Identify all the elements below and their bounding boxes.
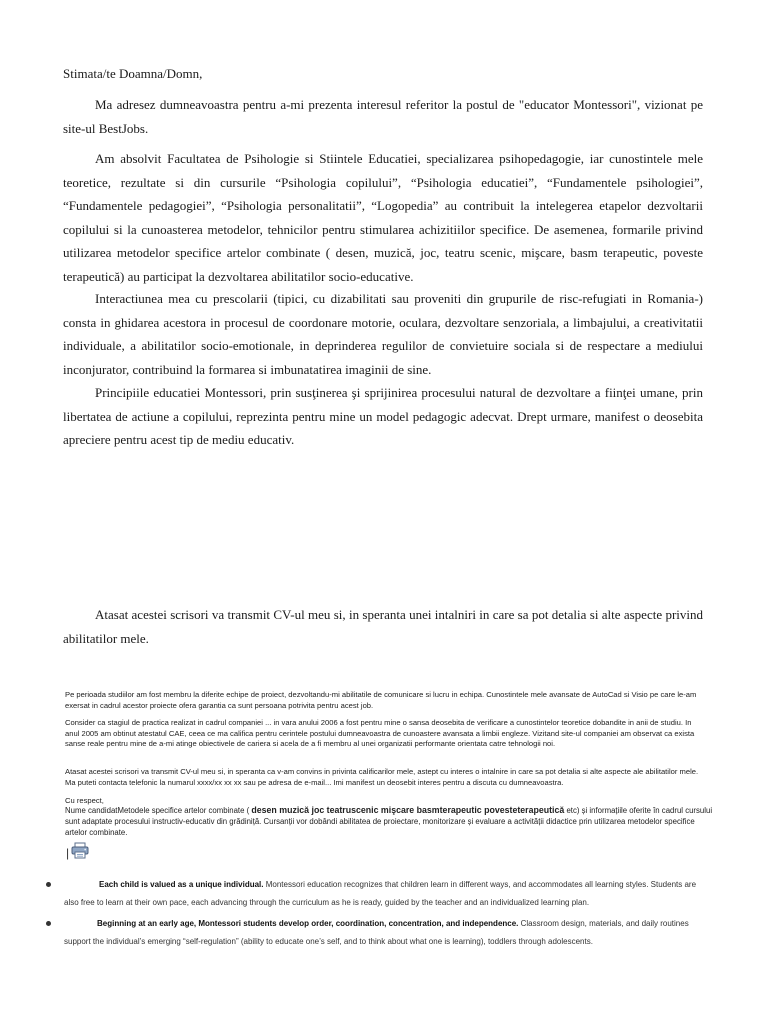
arts-methods-list: desen muzică joc teatruscenic mişcare basmterapeutic povesteterapeutică bbox=[251, 805, 565, 815]
bullet-icon bbox=[46, 921, 51, 926]
principle-text: Classroom design, materials, and daily routines support the individual’s emerging “self-regulation” (ability to educate one’s self, and to think about what one is learning), toddlers through adolescents. bbox=[64, 919, 689, 946]
course-text-intro: Metodele specifice artelor combinate ( bbox=[117, 806, 252, 815]
principle-heading: Each child is valued as a unique individual. bbox=[99, 880, 264, 889]
principle-heading: Beginning at an early age, Montessori students develop order, coordination, concentration, and independence. bbox=[97, 919, 519, 928]
paragraph-text: Principiile educatiei Montessori, prin susţinerea şi sprijinirea procesului natural de dezvoltare a fiinţei umane, prin libertatea de actiune a copilului, reprezinta pentru mine un model pedagogic adecvat. Drept urmare, manifest o deosebita apreciere pentru acest tip de mediu educativ. bbox=[63, 385, 703, 448]
print-link[interactable] bbox=[66, 844, 89, 862]
list-item bbox=[40, 915, 704, 951]
paragraph-text: Ma adresez dumneavoastra pentru a-mi prezenta interesul referitor la postul de "educator Montessori", vizionat pe site-ul BestJobs. bbox=[63, 97, 703, 136]
paragraph-text: Interactiunea mea cu prescolarii (tipici, cu dizabilitati sau proveniti din grupurile de risc-refugiati in Romania-) consta in ghidarea acestora in procesul de coordonare motorie, oculara, dezvoltare senzoriala, a limbajului, a creativitatii individuale, a abilitatilor socio-emotionale, in deprinderea regulilor de convietuire sociala si de respectare a mediului inconjurator, contribuind la formarea si imbunatatirea imaginii de sine. bbox=[63, 291, 703, 377]
bullet-icon bbox=[46, 882, 51, 887]
letter-paragraph-experience bbox=[63, 287, 703, 381]
sample-paragraph-attachment: Atasat acestei scrisori va transmit CV-ul meu si, in speranta ca v-am convins in privinta calificarilor mele, astept cu interes o intalnire in care sa pot detalia si alte aspecte ale abilitatilor mele. Ma puteti contacta telefonic la numarul xxxx/xx xx xx sau pe adresa de e-mail... Imi manifest un deosebit interes pentru a discuta cu dumneavoastra. bbox=[65, 767, 699, 787]
principle-text: Montessori education recognizes that children learn in different ways, and accommodates all learning styles. Students are also free to learn at their own pace, each advancing through the curriculum as he is ready, guided by the teacher and an individualized learning plan. bbox=[64, 880, 697, 907]
sample-paragraph-projects: Pe perioada studiilor am fost membru la diferite echipe de proiect, dezvoltandu-mi abilitatile de comunicare si lucru in echipa. Cunostintele mele avansate de AutoCad si Visio pe care le-am exersat in cadrul acestor proiecte ofera garantia ca sunt persoana potrivita pentru acest job. bbox=[65, 690, 697, 710]
sample-signature-block bbox=[65, 805, 715, 838]
course-text-rest: etc) și informațiile oferite în cadrul cursului sunt adaptate procesului instructiv-educativ din grădiniță. Cursanții vor dobândi abilitatea de proiectare, monitorizare și evaluare a activității didactice prin utilizarea metodelor specifice artelor combinate. bbox=[65, 806, 713, 837]
letter-paragraph-closing bbox=[63, 603, 703, 650]
paragraph-text: Atasat acestei scrisori va transmit CV-ul meu si, in speranta unei intalniri in care sa pot detalia si alte aspecte privind abilitatilor mele. bbox=[63, 607, 703, 646]
paragraph-text: Am absolvit Facultatea de Psihologie si Stiintele Educatiei, specializarea psihopedagogie, iar cunostintele mele teoretice, rezultate si din cursurile “Psihologia copilului”, “Psihologia educatiei”, “Fundamentele psihologiei”, “Fundamentele pedagogiei”, “Psihologia personalitatii”, “Logopedia” au contribuit la intelegerea etapelor dezvoltarii copilului si la cunoasterea metodelor, tehnicilor pentru stimularea achizitiilor specifice. De asemenea, formarile privind utilizarea metodelor specifice artelor combinate ( desen, muzică, joc, teatru scenic, mişcare, basm terapeutic, poveste terapeutică) au participat la dezvoltarea abilitatilor socio-educative. bbox=[63, 151, 703, 284]
letter-paragraph-intro bbox=[63, 93, 703, 140]
candidate-name: Nume candidat bbox=[65, 806, 118, 815]
montessori-principles-list bbox=[40, 876, 704, 954]
letter-greeting: Stimata/te Doamna/Domn, bbox=[63, 66, 203, 81]
print-separator: | bbox=[66, 846, 70, 860]
letter-paragraph-education bbox=[63, 147, 703, 289]
letter-paragraph-montessori bbox=[63, 381, 703, 452]
sample-signoff: Cu respect, bbox=[65, 796, 104, 805]
list-item bbox=[40, 876, 704, 912]
sample-paragraph-internship: Consider ca stagiul de practica realizat in cadrul companiei ... in vara anului 2006 a fost pentru mine o sansa deosebita de verificare a cunostintelor teoretice dobandite in anii de studiu. In anul 2005 am obtinut atestatul CAE, ceea ce ma califica pentru cerintele postului dumneavoastra de cunoastere avansata a limbii engleze. Vizitand site-ul companiei am observat ca exista sanse reale pentru mine de a-mi atinge obiectivele de cariera si acela de a fi membru al unei organizatii performante orientata catre tehnologii noi. bbox=[65, 718, 695, 748]
printer-icon[interactable] bbox=[71, 842, 89, 864]
